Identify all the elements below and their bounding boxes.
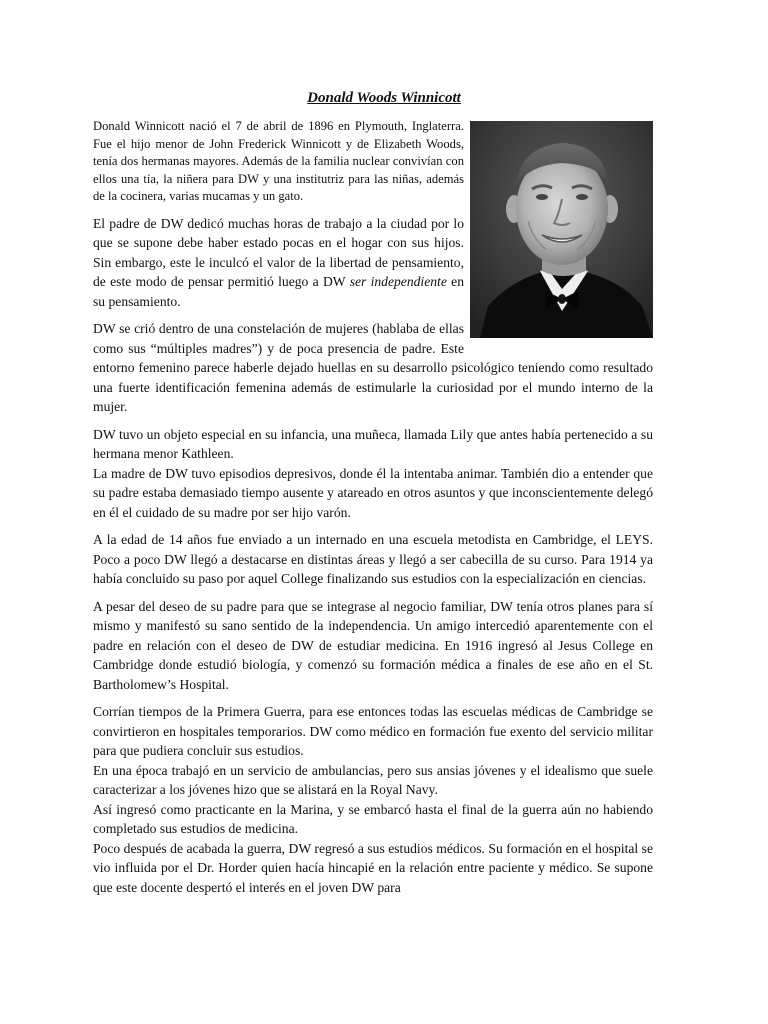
paragraph-father-start: El padre de DW dedicó muchas horas de trabajo a la ciudad por lo que se supone debe haber estado pocas en el hogar con sus hijos. Sin embargo, este le inculcó el valor de la libertad de pensamiento, de este modo de pensar permitió luego a DW bbox=[93, 215, 464, 290]
paragraph-navy: Así ingresó como practicante en la Marina, y se embarcó hasta el final de la guerra aún no habiendo completado sus estudios de medicina. bbox=[93, 801, 653, 837]
page-title: Donald Woods Winnicott bbox=[307, 90, 461, 106]
paragraph-return: Poco después de acabada la guerra, DW regresó a sus estudios médicos. Su formación en el hospital se vio influida por el Dr. Horder quien hacía hincapié en la relación entre paciente y médico. Se supone que este docente despertó el interés en el joven DW para bbox=[93, 840, 653, 895]
document-body bbox=[93, 118, 653, 897]
paragraph-ambulance: En una época trabajó en un servicio de ambulancias, pero sus ansias jóvenes y el idealismo que suele caracterizar a los jóvenes hizo que se alistará en la Royal Navy. bbox=[93, 762, 653, 798]
paragraph-mother: La madre de DW tuvo episodios depresivos, donde él la intentaba animar. También dio a entender que su padre estaba demasiado tiempo ausente y atareado en otros asuntos y que inconscientemente delegó en él el cuidado de su madre por ser hijo varón. bbox=[93, 465, 653, 520]
paragraph-birth: Donald Winnicott nació el 7 de abril de 1896 en Plymouth, Inglaterra. Fue el hijo menor de John Frederick Winnicott y de Elizabeth Woods, tenía dos hermanas mayores. Además de la familia nuclear convivían con ellos una tía, la niñera para DW y una institutriz para las niñas, además de la cocinera, varias mucamas y un gato. bbox=[93, 119, 464, 204]
paragraph-women: DW se crió dentro de una constelación de mujeres (hablaba de ellas como sus “múltiples madres”) y de poca presencia de padre. Este entorno femenino parece haberle dejado huellas en su desarrollo psicológico teniendo como resultado una fuerte identificación femenina además de estimularle la curiosidad por el mundo interno de la mujer. bbox=[93, 321, 653, 415]
paragraph-father-end: en su pensamiento. bbox=[93, 274, 464, 309]
paragraph-father-emphasis: ser independiente bbox=[349, 274, 447, 290]
paragraph-medicine: A pesar del deseo de su padre para que se integrase al negocio familiar, DW tenía otros planes para sí mismo y manifestó su sano sentido de la independencia. Un amigo intercedió aparentemente con el padre en relación con el deseo de DW de estudiar medicina. En 1916 ingresó al Jesus College en Cambridge donde estudió biología, y comenzó su formación médica a finales de ese año en el St. Bartholomew’s Hospital. bbox=[93, 598, 653, 692]
paragraph-school: A la edad de 14 años fue enviado a un internado en una escuela metodista en Cambridge, el LEYS. Poco a poco DW llegó a destacarse en distintas áreas y llegó a ser cabecilla de su curso. Para 1914 ya había concluido su paso por aquel College finalizando sus estudios con la especialización en ciencias. bbox=[93, 532, 653, 587]
portrait-photo bbox=[470, 121, 653, 338]
paragraph-war: Corrían tiempos de la Primera Guerra, para ese entonces todas las escuelas médicas de Cambridge se convirtieron en hospitales temporarios. DW como médico en formación fue exento del servicio militar para que pudiera concluir sus estudios. bbox=[93, 704, 653, 759]
portrait-image bbox=[470, 121, 653, 338]
paragraph-doll: DW tuvo un objeto especial en su infancia, una muñeca, llamada Lily que antes había pertenecido a su hermana menor Kathleen. bbox=[93, 426, 653, 462]
